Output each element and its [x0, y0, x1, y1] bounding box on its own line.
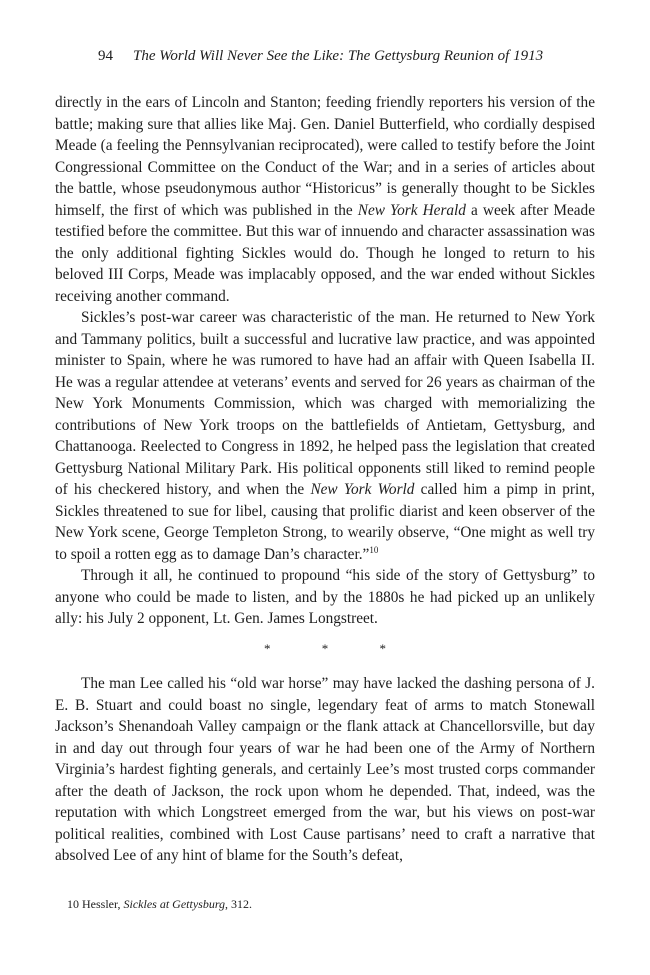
paragraph-1-text-a: directly in the ears of Lincoln and Stanton; feeding friendly reporters his version of the battle; making sure that allies like Maj. Gen. Daniel Butterfield, who cordially despised Meade (a feeling the Pennsylvanian reciprocated), were called to testify before the Joint Congressional Committee on the Conduct of the War; and in a series of articles about the battle, whose pseudonymous author “Historicus” is generally thought to be Sickles himself, the first of which was published in the — [55, 94, 595, 219]
footnote-reference: 10 — [369, 544, 379, 555]
paragraph-2-text-b: called him a pimp in print, Sickles threatened to sue for libel, causing that prolific diarist and keen observer of the New York scene, George Templeton Strong, to wearily observe, “One might as well try to spoil a rotten egg as to damage Dan’s character.” — [55, 481, 595, 563]
paragraph-2-italic: New York World — [310, 481, 415, 498]
footnote-page: , 312. — [225, 897, 253, 911]
section-break: * * * — [264, 640, 410, 656]
page-number: 94 — [98, 48, 113, 64]
body-text — [55, 92, 595, 867]
paragraph-2-text-a: Sickles’s post-war career was characteristic of the man. He returned to New York and Tammany politics, built a successful and lucrative law practice, and was appointed minister to Spain, where he was rumored to have had an affair with Queen Isabella II. He was a regular attendee at veterans’ events and served for 26 years as chairman of the New York Monuments Commission, which was charged with memorializing the contributions of New York troops on the battlefields of Antietam, Gettysburg, and Chattanooga. Reelected to Congress in 1892, he helped pass the legislation that created Gettysburg National Military Park. His political opponents still liked to remind people of his checkered history, and when the — [55, 309, 595, 498]
paragraph-4: The man Lee called his “old war horse” may have lacked the dashing persona of J. E. B. Stuart and could boast no single, legendary feat of arms to match Stonewall Jackson’s Shenandoah Valley campaign or the flank attack at Chancellorsville, but day in and day out through four years of war he had been one of the Army of Northern Virginia’s hardest fighting generals, and certainly Lee’s most trusted corps commander after the death of Jackson, the rock upon whom he depended. That, indeed, was the reputation with which Longstreet emerged from the war, but his views on post-war political realities, combined with Lost Cause partisans’ need to craft a narrative that absolved Lee of any hint of blame for the South’s defeat, — [55, 675, 595, 864]
running-head — [98, 46, 610, 66]
paragraph-3: Through it all, he continued to propound “his side of the story of Gettysburg” to anyone who could be made to listen, and by the 1880s he had picked up an unlikely ally: his July 2 opponent, Lt. Gen. James Longstreet. — [55, 567, 595, 627]
paragraph-2 — [55, 307, 595, 565]
footnote-title: Sickles at Gettysburg — [123, 897, 226, 911]
paragraph-1 — [55, 92, 595, 307]
paragraph-1-text-b: a week after Meade testified before the committee. But this war of innuendo and character assassination was the only additional fighting Sickles would do. Though he longed to return to his beloved III Corps, Meade was implacably opposed, and the war ended without Sickles receiving another command. — [55, 201, 595, 305]
footnote — [67, 896, 252, 912]
footnote-author: Hessler, — [82, 897, 121, 911]
running-title: The World Will Never See the Like: The Gettysburg Reunion of 1913 — [133, 48, 544, 64]
footnote-number: 10 — [67, 897, 79, 911]
paragraph-1-italic: New York Herald — [357, 201, 466, 219]
